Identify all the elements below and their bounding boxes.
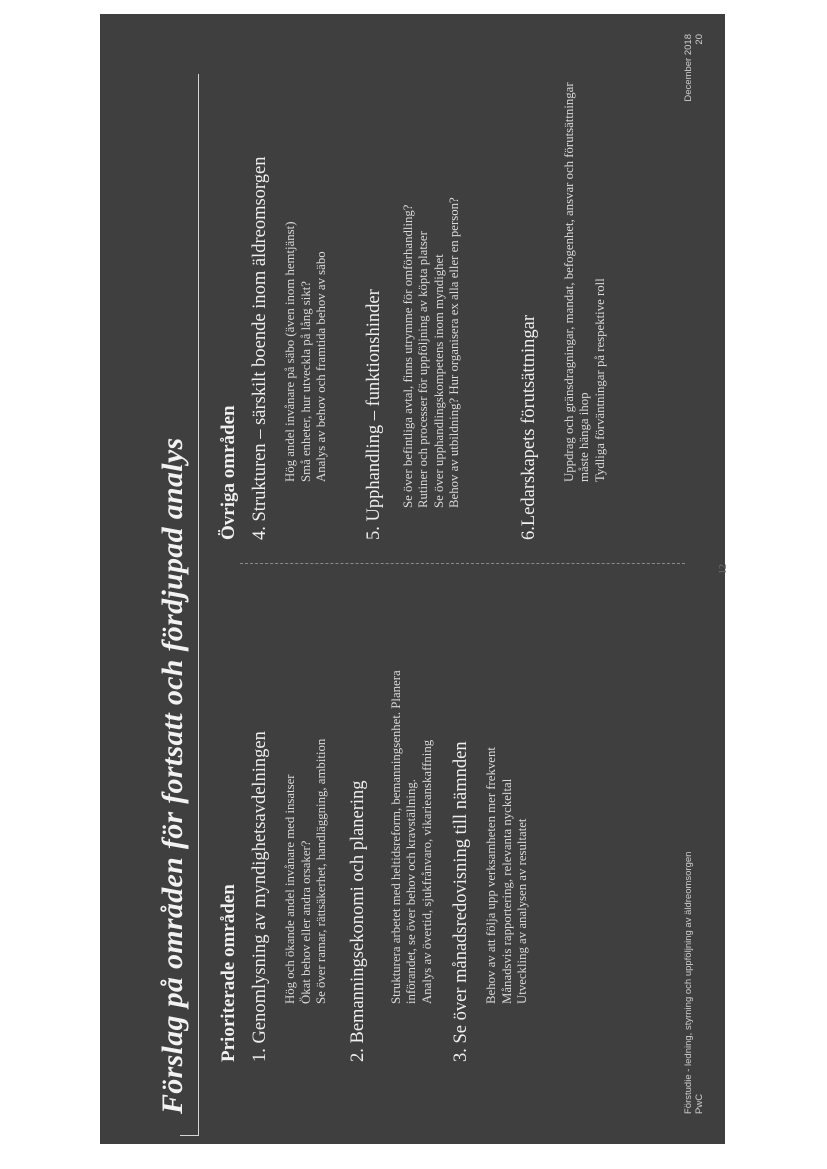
page-mark: 12 (718, 564, 729, 574)
section-1 (250, 582, 330, 1062)
body-line: Rutiner och processer för uppföljning av köpta platser (416, 231, 430, 508)
body-line: Uppdrag och gränsdragningar, mandat, befogenhet, ansvar och förutsättningar måste hänga ihop (561, 82, 591, 482)
body-line: Ökat behov eller andra orsaker? (298, 840, 313, 1004)
body-line: Behov av utbildning? Hur organisera ex alla eller en person? (447, 197, 461, 508)
body-line: Hög andel invånare på säbo (även inom hemtjänst) (283, 221, 297, 482)
body-line: Analys av övertid, sjukfrånvaro, vikarieanskaffning (419, 739, 434, 1004)
section-4 (250, 80, 330, 540)
section-5 (364, 80, 463, 540)
right-column (218, 80, 622, 540)
section-body (562, 80, 609, 482)
slide-canvas (100, 14, 729, 1144)
left-column-heading: Prioriterade områden (218, 884, 239, 1062)
footer-date: December 2018 (683, 34, 694, 102)
section-6 (519, 80, 609, 540)
section-body (283, 582, 330, 1004)
body-line: Utveckling av analysen av resultatet (515, 818, 529, 1004)
column-divider (240, 563, 685, 564)
footer-left (683, 852, 705, 1114)
left-column (218, 582, 545, 1062)
section-body (389, 582, 436, 1004)
body-line: Strukturera arbetet med heltidsreform, bemanningsenhet. Planera införandet, se över behov och kravställning. (388, 670, 418, 1004)
section-body (401, 80, 463, 508)
body-line: Behov av att följa upp verksamheten mer frekvent (484, 747, 498, 1004)
footer-document-title: Förstudie - ledning, styrning och uppföljning av äldreomsorgen (683, 851, 694, 1114)
section-body (484, 582, 531, 1004)
section-3 (451, 582, 531, 1062)
body-line: Se över befintliga avtal, finns utrymme för omförhandling? (400, 204, 415, 508)
section-title: 6.Ledarskapets förutsättningar (518, 314, 539, 540)
section-title: 3. Se över månadsredovisning till nämnden (451, 741, 471, 1062)
footer-page-number: 20 (694, 34, 705, 45)
section-title: 2. Bemanningsekonomi och planering (347, 780, 368, 1062)
body-line: Små enheter, hur utveckla på lång sikt? (298, 281, 313, 482)
section-title: 4. Strukturen – särskilt boende inom äldreomsorgen (250, 156, 270, 540)
body-line: Se över upphandlingskompetens inom myndighet (431, 254, 446, 508)
body-line: Se över ramar, rättsäkerhet, handläggning, ambition (314, 738, 328, 1004)
right-column-heading: Övriga områden (218, 405, 239, 540)
slide-title: Förslag på områden för fortsatt och fördjupad analys (156, 437, 189, 1114)
footer-right (683, 34, 705, 114)
body-line: Hög och ökande andel invånare med insatser (283, 774, 297, 1004)
title-rule (198, 74, 199, 1136)
slide (100, 14, 729, 1144)
footer-company: PwC (694, 1093, 705, 1114)
body-line: Analys av behov och framtida behov av säbo (314, 251, 328, 482)
section-title: 1. Genomlysning av myndighetsavdelningen (250, 731, 270, 1062)
title-rule-tick (180, 1135, 198, 1136)
section-title: 5. Upphandling – funktionshinder (363, 289, 384, 540)
section-2 (348, 582, 436, 1062)
body-line: Månadsvis rapportering, relevanta nyckeltal (499, 778, 514, 1004)
body-line: Tydliga förväntningar på respektive roll (592, 278, 607, 482)
section-body (283, 80, 330, 482)
